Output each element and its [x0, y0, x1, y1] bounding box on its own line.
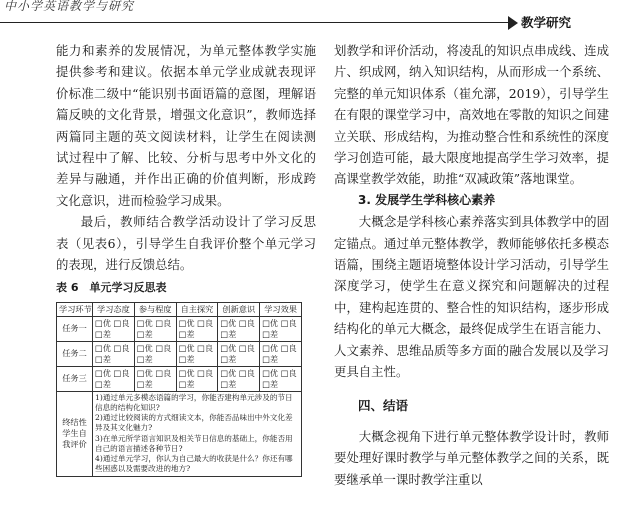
rating-option-line[interactable]: □差: [136, 353, 153, 364]
table-header-cell: 学习态度: [93, 302, 135, 316]
section-heading-3: 3. 发展学生学科核心素养: [358, 192, 496, 207]
rating-option-line[interactable]: □优 □良: [136, 367, 172, 378]
rating-options: [176, 366, 218, 391]
rating-options: [260, 366, 302, 391]
summary-label: 终结性学生自我评价: [57, 391, 93, 476]
table-header-row: [57, 302, 302, 316]
rating-options: [218, 366, 260, 391]
rating-option-line[interactable]: □优 □良: [178, 367, 214, 378]
rating-option-line[interactable]: □差: [136, 378, 153, 389]
rating-option-line[interactable]: □差: [178, 353, 195, 364]
rating-options: [134, 366, 176, 391]
rating-option-line[interactable]: □优 □良: [220, 342, 255, 353]
rating-options: [218, 341, 260, 366]
right-column: [334, 40, 609, 490]
left-paragraph-2: 最后，教师结合教学活动设计了学习反思表（见表6），引导学生自我评价整个单元学习的表现，进行反馈总结。: [56, 214, 316, 273]
rating-option-line[interactable]: □优 □良: [136, 342, 172, 353]
rating-option-line[interactable]: □差: [262, 378, 279, 389]
rating-options: [93, 316, 135, 341]
section-tag: 教学研究: [521, 15, 572, 30]
rating-option-line[interactable]: □优 □良: [262, 367, 297, 378]
table-header-cell: 学习效果: [260, 302, 302, 316]
rating-option-line[interactable]: □差: [220, 328, 237, 339]
rating-option-line[interactable]: □优 □良: [95, 342, 130, 353]
rating-option-line[interactable]: □优 □良: [220, 317, 255, 328]
rating-options: [93, 366, 135, 391]
journal-name: 中小学英语教学与研究: [4, 0, 135, 13]
table-header-cell: 自主探究: [176, 302, 218, 316]
table-row: [57, 341, 302, 366]
rating-option-line[interactable]: □优 □良: [178, 342, 214, 353]
table-row: [57, 366, 302, 391]
rating-option-line[interactable]: □差: [95, 353, 111, 364]
table-title: 表 6 单元学习反思表: [56, 281, 167, 295]
rating-option-line[interactable]: □优 □良: [95, 367, 130, 378]
left-paragraph-1: 能力和素养的发展情况，为单元整体教学实施提供参考和建议。依据本单元学业成就表现评价标准二级中“能识别书面语篇的意图，理解语篇反映的文化背景，增强文化意识”，教师选择两篇同主题的英文阅读材料，让学生在阅读测试过程中了解、比较、分析与思考中外文化的差异与融通，并作出正确的价值判断，形成跨文化意识，进而检验学习成果。: [56, 43, 316, 208]
reflection-question: 1)通过单元多模态语篇的学习，你能否建构单元涉及的节日信息的结构化知识?: [95, 392, 293, 413]
rating-option-line[interactable]: □优 □良: [220, 367, 255, 378]
rating-option-line[interactable]: □差: [220, 378, 237, 389]
rating-option-line[interactable]: □差: [262, 353, 279, 364]
table-header-cell: 参与程度: [134, 302, 176, 316]
reflection-question: 2)通过比较阅读的方式细读文本，你能否品味出中外文化差异及其文化魅力?: [95, 413, 293, 433]
rating-option-line[interactable]: □优 □良: [178, 317, 214, 328]
right-paragraph-2: 大概念是学科核心素养落实到具体教学中的固定锚点。通过单元整体教学，教师能够依托多模态语篇，围绕主题语境整体设计学习活动，引导学生深度学习，使学生在意义探究和问题解决的过程中，建构起连贯的、整合性的知识结构，逐步形成结构化的单元大概念，最终促成学生在语言能力、人文素养、思维品质等多方面的融合发展以及学习更具自主性。: [334, 214, 609, 380]
table-header-cell: 学习环节: [57, 302, 93, 316]
rating-options: [260, 341, 302, 366]
table-row-label: 任务三: [57, 366, 93, 391]
reflection-questions: [93, 391, 302, 476]
table-row: [57, 316, 302, 341]
right-paragraph-1: 划教学和评价活动，将凌乱的知识点串成线、连成片、织成网，纳入知识结构，从而形成一个系统、完整的单元知识体系（崔允漷，2019），引导学生在有限的课堂学习中，高效地在零散的知识之间建立关联、形成结构，为推动整合性和系统性的深度学习创造可能，最大限度地提高学生学习效率，提高课堂教学效能，助推“双减政策”落地课堂。: [334, 43, 609, 187]
table-header-cell: 创新意识: [218, 302, 260, 316]
rating-option-line[interactable]: □差: [220, 353, 237, 364]
header-rule: [0, 22, 512, 23]
rating-options: [260, 316, 302, 341]
rating-option-line[interactable]: □优 □良: [95, 317, 130, 328]
header-rule-arrow-icon: [508, 16, 518, 30]
rating-option-line[interactable]: □优 □良: [262, 317, 297, 328]
reflection-table: [56, 302, 302, 477]
rating-option-line[interactable]: □差: [262, 328, 279, 339]
table-row-label: 任务一: [57, 316, 93, 341]
reflection-question: 3)在单元所学语言知识及相关节日信息的基础上，你能否用自己的语言描述各种节日?: [95, 433, 293, 453]
rating-options: [218, 316, 260, 341]
rating-option-line[interactable]: □差: [178, 378, 195, 389]
rating-option-line[interactable]: □差: [95, 378, 111, 389]
rating-options: [93, 341, 135, 366]
rating-options: [134, 341, 176, 366]
rating-options: [176, 341, 218, 366]
rating-option-line[interactable]: □优 □良: [262, 342, 297, 353]
rating-option-line[interactable]: □差: [178, 328, 195, 339]
section-heading-4: 四、结语: [358, 397, 409, 413]
page-header: [0, 0, 619, 36]
left-column: [56, 40, 316, 477]
rating-option-line[interactable]: □优 □良: [136, 317, 172, 328]
table-row-label: 任务二: [57, 341, 93, 366]
table-summary-row: [57, 391, 302, 476]
right-paragraph-3: 大概念视角下进行单元整体教学设计时，教师要处理好课时教学与单元整体教学之间的关系，既要继承单一课时教学注重以: [334, 428, 609, 487]
rating-option-line[interactable]: □差: [136, 328, 153, 339]
rating-options: [134, 316, 176, 341]
reflection-question: 4)通过单元学习，你认为自己最大的收获是什么？你还有哪些困惑以及需要改进的地方?: [95, 454, 293, 474]
rating-options: [176, 316, 218, 341]
rating-option-line[interactable]: □差: [95, 328, 111, 339]
